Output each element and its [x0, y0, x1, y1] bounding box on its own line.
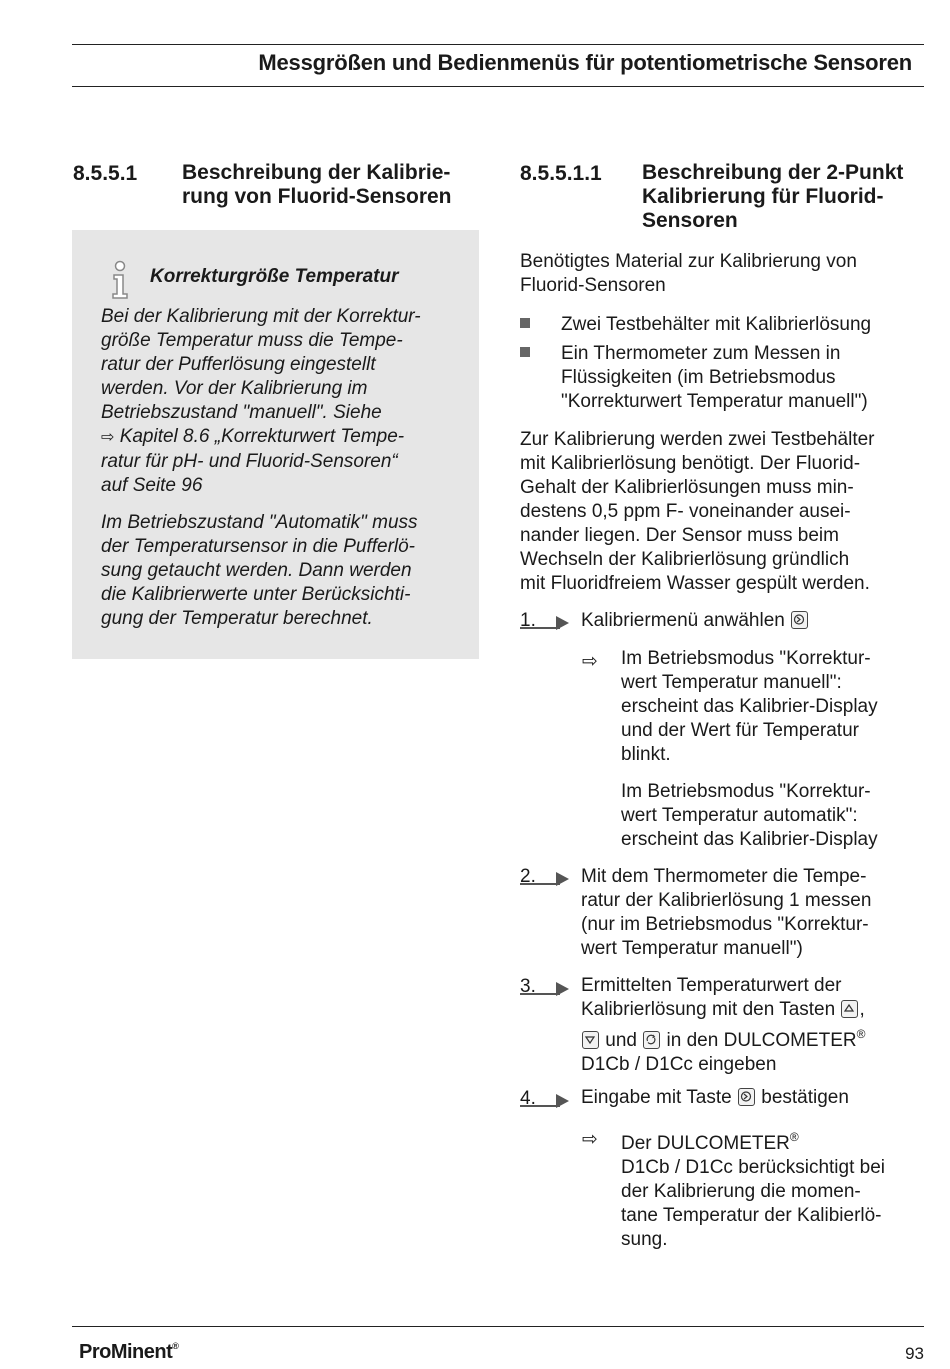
cross-reference-link[interactable] — [101, 425, 473, 450]
step-text — [581, 609, 926, 633]
info-line: Im Betriebszustand "Automatik" muss — [101, 512, 418, 533]
section-title-right-line: Sensoren — [642, 209, 738, 232]
result-line: wert Temperatur automatik": — [621, 805, 858, 826]
step-arrow-icon — [520, 614, 570, 630]
materials-intro — [520, 250, 930, 298]
info-line: der Temperatursensor in die Pufferlö- — [101, 536, 416, 557]
info-icon — [110, 260, 130, 300]
step-number: 4. — [520, 1088, 536, 1109]
step-line: ratur der Kalibrierlösung 1 messen — [581, 890, 872, 911]
section-title-right — [642, 161, 903, 233]
material-item — [561, 313, 931, 337]
intro-line: Benötigtes Material zur Kalibrierung von — [520, 251, 857, 272]
description-line: Zur Kalibrierung werden zwei Testbehälter — [520, 429, 875, 450]
step-line-part: in den DULCOMETER — [666, 1030, 857, 1051]
info-line: die Kalibrierwerte unter Berücksichti- — [101, 584, 411, 605]
result-line: und der Wert für Temperatur — [621, 720, 859, 741]
description-line: mit Kalibrierlösung benötigt. Der Fluorid- — [520, 453, 861, 474]
description-line: nander liegen. Der Sensor muss beim — [520, 525, 839, 546]
bullet-square-icon — [520, 347, 530, 357]
description-line: mit Fluoridfreiem Wasser gespült werden. — [520, 573, 870, 594]
footer-rule — [72, 1326, 924, 1327]
result-arrow-icon: ⇨ — [582, 1129, 598, 1150]
step-label: Kalibriermenü anwählen — [581, 610, 785, 631]
step-result — [621, 647, 926, 767]
info-paragraph-1 — [101, 305, 473, 498]
step-line: (nur im Betriebsmodus "Korrektur- — [581, 914, 869, 935]
result-line: Im Betriebsmodus "Korrektur- — [621, 781, 871, 802]
section-title-right-line: Kalibrierung für Fluorid- — [642, 185, 884, 208]
info-box — [72, 230, 479, 659]
logo-text: Minent — [110, 1341, 173, 1363]
step-result — [621, 1125, 926, 1252]
header-bottom-rule — [72, 86, 924, 87]
material-line: Zwei Testbehälter mit Kalibrierlösung — [561, 314, 872, 335]
material-line: Flüssigkeiten (im Betriebsmodus — [561, 367, 836, 388]
prominent-logo — [79, 1341, 178, 1364]
material-line: "Korrekturwert Temperatur manuell") — [561, 391, 868, 412]
material-item — [561, 342, 931, 414]
result-line: der Kalibrierung die momen- — [621, 1181, 861, 1202]
step-line-part: bestätigen — [761, 1087, 849, 1108]
description-line: Gehalt der Kalibrierlösungen muss min- — [520, 477, 854, 498]
step-line: Ermittelten Temperaturwert der — [581, 975, 842, 996]
cross-reference-line[interactable]: auf Seite 96 — [101, 475, 203, 496]
step-number: 3. — [520, 976, 536, 997]
step-line-part: und — [605, 1030, 637, 1051]
calibration-description — [520, 428, 930, 596]
step-line: wert Temperatur manuell") — [581, 938, 803, 959]
section-number-left: 8.5.5.1 — [73, 162, 138, 185]
step-number: 1. — [520, 610, 536, 631]
step-text — [581, 974, 926, 1077]
header-top-rule — [72, 44, 924, 45]
enter-key-icon — [738, 1088, 755, 1106]
registered-mark: ® — [789, 1130, 799, 1144]
step-line — [581, 1022, 926, 1053]
result-line: tane Temperatur der Kalibierlö- — [621, 1205, 882, 1226]
step-text — [581, 865, 926, 961]
info-line: werden. Vor der Kalibrierung im — [101, 378, 368, 399]
step-arrow-icon — [520, 870, 570, 886]
step-text — [581, 1086, 926, 1110]
enter-key-icon — [791, 611, 808, 629]
section-title-left-line: Beschreibung der Kalibrie- — [182, 161, 451, 184]
logo-text: Pro — [79, 1341, 111, 1363]
section-title-left — [182, 161, 452, 209]
registered-mark: ® — [856, 1027, 866, 1041]
cross-reference-text: Kapitel 8.6 „Korrekturwert Tempe- — [119, 426, 405, 447]
result-line — [621, 1125, 926, 1156]
info-line: sung getaucht werden. Dann werden — [101, 560, 412, 581]
cross-reference-line[interactable]: ratur für pH- und Fluorid-Sensoren“ — [101, 451, 398, 472]
step-arrow-icon — [520, 1092, 570, 1108]
step-line-part: , — [859, 999, 865, 1020]
up-key-icon — [841, 1000, 858, 1018]
arrow-right-icon: ⇨ — [101, 429, 115, 446]
page-number: 93 — [905, 1344, 924, 1363]
step-line: D1Cb / D1Cc eingeben — [581, 1054, 777, 1075]
info-line: größe Temperatur muss die Tempe- — [101, 330, 403, 351]
info-line: gung der Temperatur berechnet. — [101, 608, 373, 629]
step-result — [621, 780, 926, 852]
section-title-right-line: Beschreibung der 2-Punkt — [642, 161, 904, 184]
result-line: D1Cb / D1Cc berücksichtigt bei — [621, 1157, 885, 1178]
step-number: 2. — [520, 866, 536, 887]
result-line: erscheint das Kalibrier-Display — [621, 696, 878, 717]
page-title: Messgrößen und Bedienmenüs für potentiometrische Sensoren — [258, 50, 912, 75]
step-line: Mit dem Thermometer die Tempe- — [581, 866, 867, 887]
intro-line: Fluorid-Sensoren — [520, 275, 666, 296]
step-line-part: Kalibrierlösung mit den Tasten — [581, 999, 836, 1020]
step-line — [581, 998, 926, 1022]
info-paragraph-2 — [101, 511, 473, 631]
info-title: Korrekturgröße Temperatur — [150, 266, 399, 287]
logo-registered: ® — [172, 1341, 179, 1351]
step-line-part: Eingabe mit Taste — [581, 1087, 732, 1108]
info-line: Betriebszustand "manuell". Siehe — [101, 402, 382, 423]
result-line: Im Betriebsmodus "Korrektur- — [621, 648, 871, 669]
down-key-icon — [582, 1031, 599, 1049]
bullet-square-icon — [520, 318, 530, 328]
result-line: erscheint das Kalibrier-Display — [621, 829, 878, 850]
description-line: destens 0,5 ppm F- voneinander ausei- — [520, 501, 851, 522]
result-line: sung. — [621, 1229, 668, 1250]
description-line: Wechseln der Kalibrierlösung gründlich — [520, 549, 850, 570]
step-arrow-icon — [520, 980, 570, 996]
result-arrow-icon: ⇨ — [582, 651, 598, 672]
result-line: blinkt. — [621, 744, 671, 765]
change-key-icon — [643, 1031, 660, 1049]
result-line: wert Temperatur manuell": — [621, 672, 842, 693]
result-line-part: Der DULCOMETER — [621, 1133, 790, 1154]
material-line: Ein Thermometer zum Messen in — [561, 343, 841, 364]
section-title-left-line: rung von Fluorid-Sensoren — [182, 185, 452, 208]
info-line: Bei der Kalibrierung mit der Korrektur- — [101, 306, 421, 327]
info-line: ratur der Pufferlösung eingestellt — [101, 354, 376, 375]
section-number-right: 8.5.5.1.1 — [520, 162, 602, 185]
